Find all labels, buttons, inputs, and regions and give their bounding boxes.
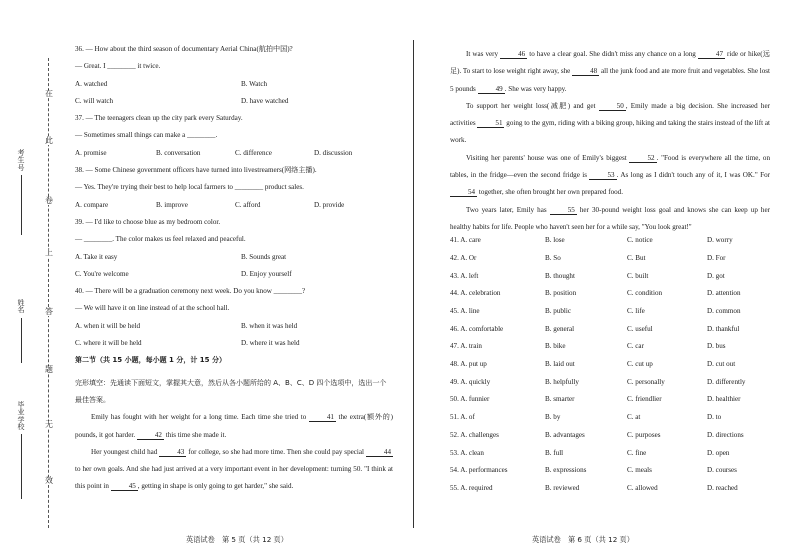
answer-option[interactable]: D. bus <box>707 342 726 351</box>
answer-option[interactable]: B. reviewed <box>545 483 580 492</box>
blank-49[interactable]: 49 <box>478 85 505 94</box>
question-number: 37. <box>75 114 84 123</box>
answer-option[interactable]: D. thankful <box>707 324 740 333</box>
left-page <box>75 46 393 496</box>
answer-option[interactable]: B. helpfully <box>545 377 579 386</box>
answer-option[interactable]: C. useful <box>627 324 653 333</box>
passage-paragraph: To support her weight loss(减肥) and get 50 , Emily made a big decision. She increased her activities 51 going to the gym, riding with a biking group, hiking and taking the stairs instead of the lift at work. <box>450 101 770 145</box>
seal-char: 上 <box>45 248 53 257</box>
seal-char: 无 <box>45 420 53 429</box>
answer-option[interactable]: D. reached <box>707 483 738 492</box>
question-37 <box>75 115 393 167</box>
option-b[interactable]: B. Watch <box>241 79 268 88</box>
answer-option[interactable]: D. attention <box>707 289 741 298</box>
exam-number-label: 考生号 <box>17 149 25 172</box>
blank-53[interactable]: 53 <box>589 171 616 180</box>
seal-char: 效 <box>45 476 53 485</box>
answer-row-50 <box>450 396 770 414</box>
answer-row-51 <box>450 414 770 432</box>
seal-char: 在 <box>45 89 53 98</box>
question-response: — Great. I ________ it twice. <box>75 62 161 71</box>
question-number: 39. <box>75 217 84 226</box>
answer-row-45 <box>450 308 770 326</box>
question-39 <box>75 219 393 288</box>
answer-option[interactable]: D. open <box>707 448 730 457</box>
seal-line <box>48 58 49 528</box>
answer-option[interactable]: C. built <box>627 271 649 280</box>
option-b[interactable]: B. improve <box>155 200 188 209</box>
answer-option[interactable]: D. healthier <box>707 395 741 404</box>
question-response: — We will have it on line instead of at the school hall. <box>75 304 230 313</box>
answer-option[interactable]: 47. A. train <box>450 342 482 351</box>
answer-option[interactable]: 41. A. care <box>450 236 481 245</box>
answer-row-46 <box>450 326 770 344</box>
option-d[interactable]: D. Enjoy yourself <box>241 269 292 278</box>
answer-row-49 <box>450 379 770 397</box>
answer-option[interactable]: D. directions <box>707 430 744 439</box>
answer-option[interactable]: B. full <box>545 448 564 457</box>
answer-option[interactable]: 42. A. Or <box>450 253 477 262</box>
blank-50[interactable]: 50 <box>599 102 626 111</box>
option-b[interactable]: B. conversation <box>155 148 201 157</box>
answer-option[interactable]: 53. A. clean <box>450 448 484 457</box>
question-response: — Yes. They're trying their best to help local farmers to ________ product sales. <box>75 183 304 192</box>
section-title: 第二节（共 15 小题，每小题 1 分，计 15 分） <box>75 356 226 365</box>
binding-margin <box>0 0 64 560</box>
option-a[interactable]: A. watched <box>75 79 108 88</box>
answer-option[interactable]: B. So <box>545 253 561 262</box>
question-36 <box>75 46 393 115</box>
answer-option[interactable]: C. life <box>627 307 645 316</box>
answer-option[interactable]: B. expressions <box>545 466 587 475</box>
passage-paragraph: It was very 46 to have a clear goal. She didn't miss any chance on a long 47 ride or hike(远足). To start to lose weight right away, she 48 all the junk food and ate more fruit and vegetables. She lost 5 pounds 49 . She was very happy. <box>450 50 770 93</box>
option-c[interactable]: C. difference <box>234 148 272 157</box>
school-label: 毕业学校 <box>17 401 25 432</box>
passage-paragraph: Visiting her parents' house was one of Emily's biggest 52 . "Food is everywhere all the time, on tables, in the fridge—even the second fridge is 53 . As long as I didn't touch any of it, I was OK." For 54 together, she often brought her own prepared food. <box>450 153 770 197</box>
answer-option[interactable]: 46. A. comfortable <box>450 324 504 333</box>
option-d[interactable]: D. provide <box>313 200 345 209</box>
answer-row-52 <box>450 432 770 450</box>
passage-paragraph: Emily has fought with her weight for a long time. Each time she tried to 41 the extra(额外的) pounds, it got harder. 42 this time she made it. <box>75 413 394 439</box>
answer-option[interactable]: C. at <box>627 413 641 422</box>
answer-option[interactable]: 48. A. put up <box>450 360 487 369</box>
option-a[interactable]: A. Take it easy <box>75 252 118 261</box>
question-response: — Sometimes small things can make a ________. <box>75 131 218 140</box>
answer-option[interactable]: 51. A. of <box>450 413 475 422</box>
answer-option[interactable]: 52. A. challenges <box>450 430 499 439</box>
answer-option[interactable]: B. position <box>545 289 577 298</box>
answer-row-44 <box>450 290 770 308</box>
name-label: 姓名 <box>17 299 25 315</box>
answer-option[interactable]: 55. A. required <box>450 483 493 492</box>
blank-48[interactable]: 48 <box>572 67 599 76</box>
option-a[interactable]: A. compare <box>75 200 109 209</box>
blank-42[interactable]: 42 <box>137 431 164 440</box>
answer-option[interactable]: B. lose <box>545 236 565 245</box>
question-stem: — How about the third season of documentary Aerial China(航拍中国)? <box>85 45 293 53</box>
blank-45[interactable]: 45 <box>111 482 138 491</box>
page-divider <box>413 40 414 528</box>
passage-paragraph: Two years later, Emily has 55 her 30-pound weight loss goal and knows she can keep up her healthy habits for life. People who haven't seen her for a while say, "You look great!" <box>450 205 770 231</box>
school-line <box>21 434 22 499</box>
option-d[interactable]: D. where it was held <box>241 339 300 348</box>
answer-option[interactable]: C. car <box>627 342 644 351</box>
seal-char: 题 <box>45 365 53 374</box>
option-a[interactable]: A. promise <box>75 148 107 157</box>
blank-54[interactable]: 54 <box>450 188 477 197</box>
right-page <box>450 46 770 503</box>
answer-option[interactable]: C. But <box>627 253 646 262</box>
option-a[interactable]: A. when it will be held <box>75 321 141 330</box>
blank-52[interactable]: 52 <box>629 154 656 163</box>
answer-option[interactable]: 50. A. funnier <box>450 395 490 404</box>
answer-row-47 <box>450 343 770 361</box>
blank-43[interactable]: 43 <box>159 448 186 457</box>
answer-option[interactable]: 45. A. line <box>450 307 480 316</box>
answer-option[interactable]: C. condition <box>627 289 663 298</box>
answer-option[interactable]: D. common <box>707 307 741 316</box>
option-c[interactable]: C. will watch <box>75 96 114 105</box>
exam-number-field[interactable] <box>10 150 32 235</box>
answer-option[interactable]: C. purposes <box>627 430 661 439</box>
question-40 <box>75 288 393 357</box>
question-number: 36. <box>75 45 84 53</box>
answer-option[interactable]: D. For <box>707 253 726 262</box>
answer-options-grid <box>450 237 770 502</box>
answer-option[interactable]: C. friendlier <box>627 395 662 404</box>
answer-option[interactable]: B. laid out <box>545 360 575 369</box>
answer-row-42 <box>450 255 770 273</box>
option-b[interactable]: B. Sounds great <box>241 252 287 261</box>
question-stem: — There will be a graduation ceremony next week. Do you know ________? <box>85 287 306 296</box>
answer-row-43 <box>450 273 770 291</box>
answer-option[interactable]: B. public <box>545 307 572 316</box>
question-stem: — The teenagers clean up the city park every Saturday. <box>85 114 243 123</box>
answer-option[interactable]: D. differently <box>707 377 746 386</box>
answer-option[interactable]: C. meals <box>627 466 652 475</box>
answer-option[interactable]: C. notice <box>627 236 653 245</box>
answer-option[interactable]: D. got <box>707 271 725 280</box>
question-number: 40. <box>75 287 84 296</box>
blank-41[interactable]: 41 <box>309 413 336 422</box>
answer-option[interactable]: 44. A. celebration <box>450 289 501 298</box>
answer-option[interactable]: D. courses <box>707 466 737 475</box>
name-line <box>21 318 22 363</box>
seal-char: 卷 <box>45 196 53 205</box>
option-c[interactable]: C. afford <box>234 200 261 209</box>
page-footer-right: 英语试卷 第 6 页（共 12 页） <box>532 535 634 544</box>
blank-47[interactable]: 47 <box>698 50 725 59</box>
answer-option[interactable]: D. cut out <box>707 360 736 369</box>
answer-row-55 <box>450 485 770 503</box>
name-field[interactable] <box>10 300 32 363</box>
question-response: — ________. The color makes us feel relaxed and peaceful. <box>75 235 246 244</box>
answer-option[interactable]: 49. A. quickly <box>450 377 491 386</box>
answer-option[interactable]: 43. A. left <box>450 271 479 280</box>
option-d[interactable]: D. discussion <box>313 148 353 157</box>
answer-option[interactable]: C. allowed <box>627 483 658 492</box>
answer-option[interactable]: B. smarter <box>545 395 575 404</box>
answer-option[interactable]: 54. A. performances <box>450 466 508 475</box>
answer-row-48 <box>450 361 770 379</box>
answer-row-41 <box>450 237 770 255</box>
answer-option[interactable]: B. advantages <box>545 430 585 439</box>
answer-option[interactable]: C. cut up <box>627 360 653 369</box>
answer-option[interactable]: B. thought <box>545 271 575 280</box>
option-d[interactable]: D. have watched <box>241 96 289 105</box>
answer-option[interactable]: C. fine <box>627 448 647 457</box>
answer-option[interactable]: D. to <box>707 413 722 422</box>
question-stem: — Some Chinese government officers have turned into livestreamers(网络主播). <box>85 166 317 175</box>
answer-row-53 <box>450 450 770 468</box>
option-b[interactable]: B. when it was held <box>241 321 298 330</box>
option-c[interactable]: C. You're welcome <box>75 269 129 278</box>
blank-51[interactable]: 51 <box>477 119 504 128</box>
answer-option[interactable]: D. worry <box>707 236 733 245</box>
blank-55[interactable]: 55 <box>550 206 577 215</box>
blank-46[interactable]: 46 <box>500 50 527 59</box>
answer-option[interactable]: C. personally <box>627 377 665 386</box>
passage-paragraph: Her youngest child had 43 for college, so she had more time. Then she could pay special 44 to her own goals. And she had just arrived at a very important event in her development: turning 50. "I think at this point in 45 , getting in shape is only going to get harder," she said. <box>75 447 393 491</box>
seal-char: 答 <box>45 307 53 316</box>
blank-44[interactable]: 44 <box>366 448 393 457</box>
answer-option[interactable]: B. general <box>545 324 575 333</box>
seal-char: 此 <box>45 136 53 145</box>
answer-row-54 <box>450 467 770 485</box>
option-c[interactable]: C. where it will be held <box>75 339 142 348</box>
section-instructions: 完形填空：先通读下面短文，掌握其大意，然后从各小题所给的 A、B、C、D 四个选项中，选出一个最佳答案。 <box>75 378 387 404</box>
answer-option[interactable]: B. bike <box>545 342 566 351</box>
exam-number-line <box>21 175 22 235</box>
question-38 <box>75 167 393 219</box>
page-footer-left: 英语试卷 第 5 页（共 12 页） <box>186 535 288 544</box>
question-number: 38. <box>75 166 84 175</box>
question-stem: — I'd like to choose blue as my bedroom color. <box>85 217 221 226</box>
school-field[interactable] <box>10 402 32 499</box>
answer-option[interactable]: B. by <box>545 413 561 422</box>
